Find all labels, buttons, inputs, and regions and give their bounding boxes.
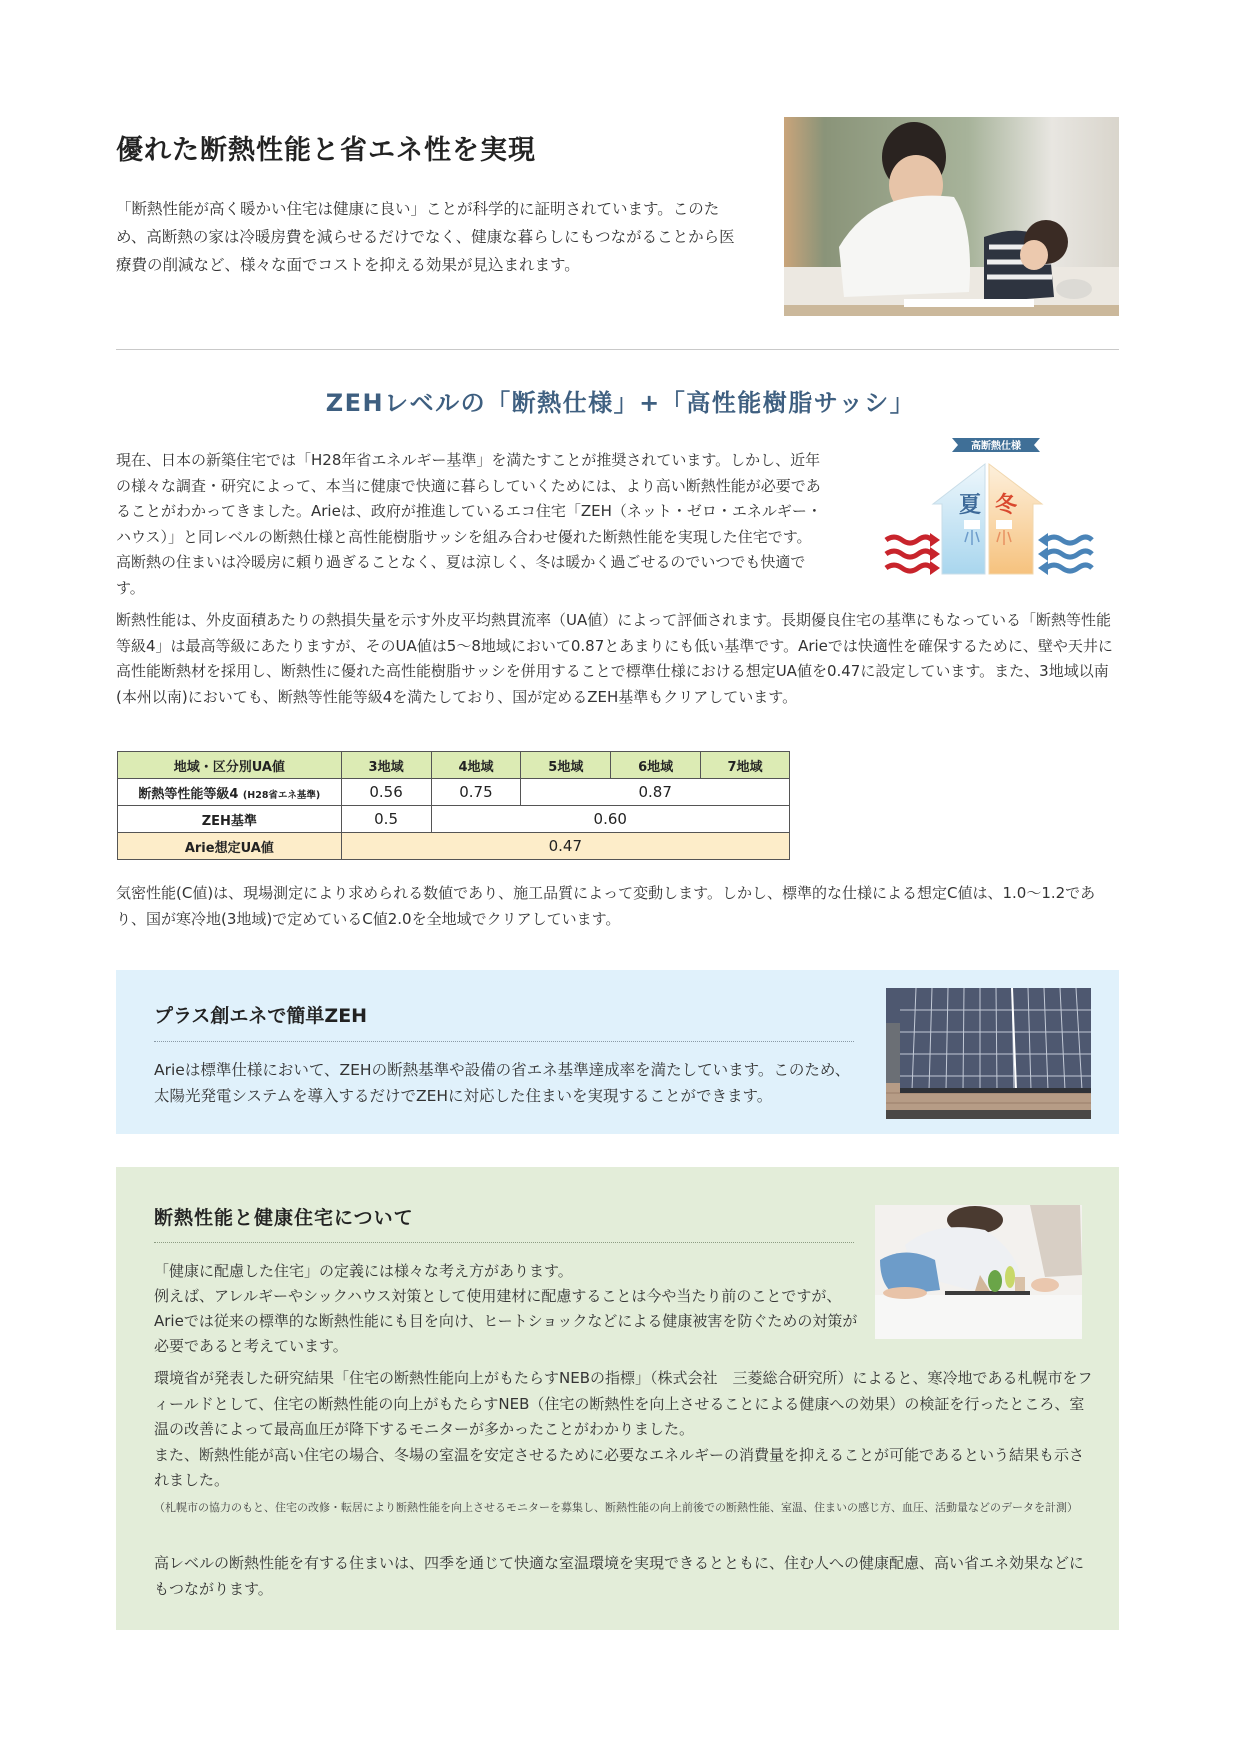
- section-title-zeh-insulation: ZEHレベルの「断熱仕様」+「高性能樹脂サッシ」: [325, 389, 916, 417]
- row-label-text: 断熱等性能等級4: [138, 786, 239, 802]
- table-row: [118, 833, 790, 860]
- table-row: [118, 779, 790, 806]
- row-label: Arie想定UA値: [118, 833, 342, 860]
- zeh-box-title: プラス創エネで簡単ZEH: [154, 1005, 368, 1027]
- section-divider: [116, 349, 1119, 350]
- solar-panel-photo: [886, 988, 1091, 1119]
- ua-value-table: [117, 751, 790, 860]
- cold-air-arrows-icon: [1046, 537, 1092, 571]
- child-playing-photo: [875, 1205, 1082, 1339]
- insulation-diagram: [868, 432, 1100, 582]
- summer-label: 夏: [958, 493, 982, 518]
- health-paragraph-3: 高レベルの断熱性能を有する住まいは、四季を通じて快適な室温環境を実現できるとともに、住む人への健康配慮、高い省エネ効果などにもつながります。: [154, 1554, 1085, 1598]
- zeh-intro-paragraph: 現在、日本の新築住宅では「H28年省エネルギー基準」を満たすことが推奨されています。しかし、近年の様々な調査・研究によって、本当に健康で快適に暮らしていくためには、より高い断熱性能が必要であることがわかってきました。Arieは、政府が推進しているエコ住宅「ZEH（ネット・ゼロ・エネルギー・ハウス）」と同レベルの断熱仕様と高性能樹脂サッシを組み合わせ優れた断熱性能を実現した住宅です。高断熱の住まいは冷暖房に頼り過ぎることなく、夏は涼しく、冬は暖かく過ごせるのでいつでも快適です。: [116, 451, 822, 597]
- aircon-summer-icon: [964, 520, 980, 529]
- table-header-cell: 3地域: [341, 752, 431, 779]
- health-note: （札幌市の協力のもと、住宅の改修・転居により断熱性能を向上させるモニターを募集し、断熱性能の向上前後での断熱性能、室温、住まいの感じ方、血圧、活動量などのデータを計測）: [154, 1501, 1078, 1514]
- table-header-row: [118, 752, 790, 779]
- table-header-cell: 4地域: [431, 752, 521, 779]
- aircon-winter-icon: [996, 520, 1012, 529]
- c-value-paragraph: 気密性能(C値)は、現場測定により求められる数値であり、施工品質によって変動します。しかし、標準的な仕様による想定C値は、1.0〜1.2であり、国が寒冷地(3地域)で定めているC値2.0を全地域でクリアしています。: [116, 884, 1096, 928]
- table-header-cell: 7地域: [701, 752, 790, 779]
- hot-air-arrows-icon: [886, 537, 932, 571]
- table-header-cell: 6地域: [611, 752, 701, 779]
- table-cell: 0.60: [431, 806, 789, 833]
- row-label-note: (H28省エネ基準): [242, 789, 321, 801]
- page-title: 優れた断熱性能と省エネ性を実現: [116, 135, 536, 166]
- table-cell: 0.47: [341, 833, 789, 860]
- table-cell: 0.75: [431, 779, 521, 806]
- table-cell: 0.87: [521, 779, 790, 806]
- health-paragraph-1: 「健康に配慮した住宅」の定義には様々な考え方があります。 例えば、アレルギーやシックハウス対策として使用建材に配慮することは今や当たり前のことですが、Arieでは従来の標準的な断熱性能にも目を向け、ヒートショックなどによる健康被害を防ぐための対策が必要であると考えています。: [154, 1262, 858, 1355]
- table-cell: 0.56: [341, 779, 431, 806]
- intro-paragraph: 「断熱性能が高く暖かい住宅は健康に良い」ことが科学的に証明されています。このため、高断熱の家は冷暖房費を減らせるだけでなく、健康な暮らしにもつながることから医療費の削減など、様々な面でコストを抑える効果が見込まれます。: [116, 200, 735, 274]
- table-row: [118, 806, 790, 833]
- table-header-cell: 地域・区分別UA値: [118, 752, 342, 779]
- health-box-title: 断熱性能と健康住宅について: [154, 1207, 414, 1229]
- row-label: [118, 779, 342, 806]
- table-cell: 0.5: [341, 806, 431, 833]
- ua-value-paragraph: 断熱性能は、外皮面積あたりの熱損失量を示す外皮平均熱貫流率（UA値）によって評価されます。長期優良住宅の基準にもなっている「断熱等性能等級4」は最高等級にあたりますが、そのUA値は5〜8地域において0.87とあまりにも低い基準です。Arieでは快適性を確保するために、壁や天井に高性能断熱材を採用し、断熱性に優れた高性能樹脂サッシを併用することで標準仕様における想定UA値を0.47に設定しています。また、3地域以南(本州以南)においても、断熱等性能等級4を満たしており、国が定めるZEH基準もクリアしています。: [116, 611, 1113, 706]
- diagram-banner-label: 高断熱仕様: [971, 441, 1021, 452]
- dotted-divider: [154, 1242, 854, 1243]
- table-header-cell: 5地域: [521, 752, 611, 779]
- winter-label: 冬: [994, 493, 1018, 518]
- dotted-divider: [154, 1041, 854, 1042]
- row-label: ZEH基準: [118, 806, 342, 833]
- zeh-box-text: Arieは標準仕様において、ZEHの断熱基準や設備の省エネ基準達成率を満たしています。このため、太陽光発電システムを導入するだけでZEHに対応した住まいを実現することができます。: [154, 1061, 851, 1105]
- family-photo-illustration: [784, 117, 1119, 316]
- family-photo: [784, 117, 1119, 316]
- health-paragraph-2: 環境省が発表した研究結果「住宅の断熱性能向上がもたらすNEBの指標」（株式会社 三菱総合研究所）によると、寒冷地である札幌市をフィールドとして、住宅の断熱性能の向上がもたらすNEB（住宅の断熱性を向上させることによる健康への効果）の検証を行ったところ、室温の改善によって最高血圧が降下するモニターが多かったことがわかりました。 また、断熱性能が高い住宅の場合、冬場の室温を安定させるために必要なエネルギーの消費量を抑えることが可能であるという結果も示されました。: [154, 1369, 1093, 1489]
